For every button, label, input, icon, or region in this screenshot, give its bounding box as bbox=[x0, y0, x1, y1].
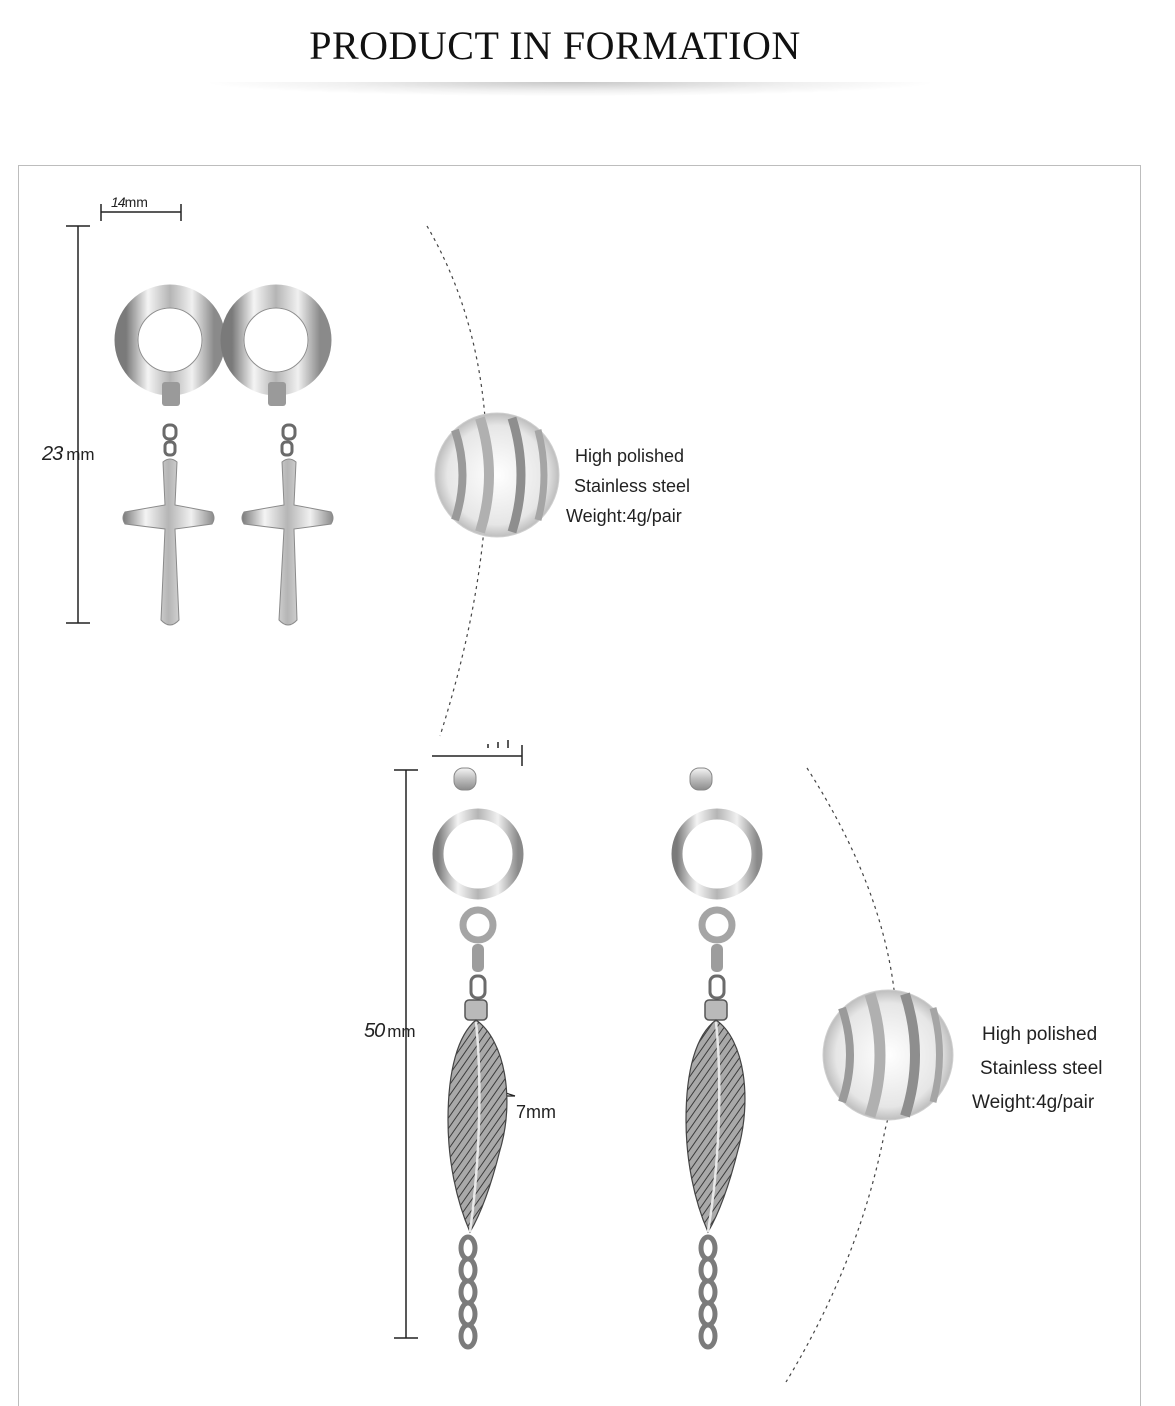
spec-weight: Weight:4g/pair bbox=[566, 506, 682, 526]
cross-earring-right bbox=[232, 296, 333, 625]
spec-material: Stainless steel bbox=[980, 1058, 1103, 1079]
cross-earring-left bbox=[123, 296, 214, 625]
height-value: 23 bbox=[42, 443, 63, 465]
page-title: PRODUCT IN FORMATION bbox=[309, 23, 801, 68]
spec-material: Stainless steel bbox=[574, 476, 691, 496]
feather-earring-specs bbox=[972, 1018, 1103, 1120]
feather-earring-right bbox=[677, 768, 757, 1347]
cross-earring-width-label bbox=[111, 194, 148, 212]
height-unit: mm bbox=[66, 445, 95, 464]
width-value: 14 bbox=[111, 194, 125, 210]
height-value: 50 bbox=[364, 1020, 385, 1042]
feather-earring-left bbox=[438, 768, 518, 1347]
spec-finish: High polished bbox=[575, 446, 685, 466]
height-unit: mm bbox=[387, 1022, 416, 1041]
material-zoom-circle-1 bbox=[435, 413, 559, 537]
spec-weight: Weight:4g/pair bbox=[972, 1092, 1095, 1113]
feather-width-label: 7mm bbox=[516, 1102, 556, 1122]
material-zoom-circle-2 bbox=[823, 990, 953, 1120]
cross-earring-height-label bbox=[42, 443, 95, 466]
width-unit: mm bbox=[124, 194, 148, 210]
feather-earring-height-label bbox=[364, 1020, 416, 1043]
cross-earring-specs bbox=[566, 441, 690, 531]
spec-finish: High polished bbox=[982, 1024, 1098, 1045]
